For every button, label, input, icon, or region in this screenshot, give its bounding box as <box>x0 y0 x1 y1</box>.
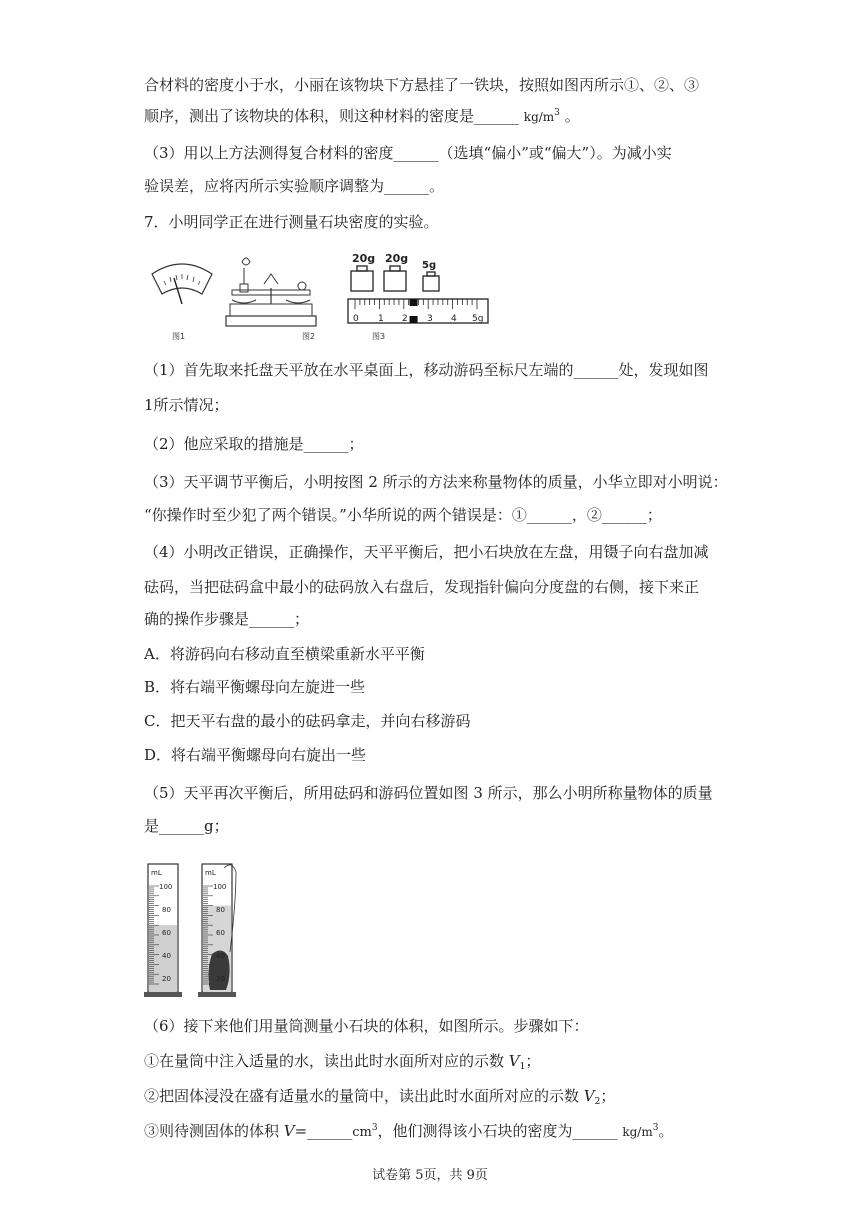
scale-tick-label: 0 <box>353 314 359 324</box>
figure-1-dial <box>152 264 212 341</box>
text-line <box>144 1121 673 1143</box>
unit-exponent: 3 <box>652 1123 659 1133</box>
text-line <box>144 1051 540 1071</box>
text-line: （2）他应采取的措施是______； <box>144 435 364 453</box>
cyl-tick: 60 <box>162 929 171 937</box>
text-line: 1所示情况； <box>144 396 229 414</box>
text-line: （6）接下来他们用量筒测量小石块的体积，如图所示。步骤如下： <box>144 1017 589 1035</box>
weight-label: 20g <box>385 252 409 265</box>
cyl-tick: 100 <box>213 883 227 891</box>
unit-exponent: 3 <box>371 1123 378 1133</box>
cyl-tick: 80 <box>216 906 225 914</box>
cyl-tick: 60 <box>216 929 225 937</box>
slider-rider-bottom <box>410 316 418 323</box>
text-line: （5）天平再次平衡后，所用砝码和游码位置如图 3 所示，那么小明所称量物体的质量 <box>144 784 713 802</box>
option-a: A．将游码向右移动直至横梁重新水平平衡 <box>144 645 425 663</box>
text-segment: =______ <box>294 1122 353 1140</box>
cyl-tick: 80 <box>162 906 171 914</box>
balance-figures <box>144 244 494 344</box>
page-footer: 试卷第 5页，共 9页 <box>372 1168 488 1183</box>
text-segment: 。 <box>564 107 580 125</box>
cyl-tick: 20 <box>216 975 225 983</box>
text-segment: ，他们测得该小石块的密度为______ <box>377 1122 623 1140</box>
subscript: 2 <box>594 1097 601 1107</box>
text-line: “你操作时至少犯了两个错误。”小华所说的两个错误是：①______，②______； <box>144 506 662 524</box>
variable-v: V <box>283 1122 295 1140</box>
weight-label: 5g <box>422 260 437 271</box>
unit-exponent: 3 <box>554 108 560 118</box>
variable-v2 <box>584 1087 595 1105</box>
var: V <box>583 1087 595 1105</box>
option-b: B．将右端平衡螺母向左旋进一些 <box>144 678 366 696</box>
text-segment: ； <box>525 1052 541 1070</box>
unit-text: kg/m <box>523 110 555 124</box>
cylinder-unit: mL <box>205 869 216 877</box>
subscript: 1 <box>519 1062 526 1072</box>
text-line: 合材料的密度小于水，小丽在该物块下方悬挂了一铁块，按照如图丙所示①、②、③ <box>144 76 700 94</box>
cyl-tick: 20 <box>162 975 171 983</box>
cylinder-2 <box>198 864 236 997</box>
text-line: 砝码，当把砝码盒中最小的砝码放入右盘后，发现指针偏向分度盘的右侧，接下来正 <box>144 578 700 596</box>
cyl-tick: 100 <box>159 883 173 891</box>
option-d: D．将右端平衡螺母向右旋出一些 <box>144 746 367 764</box>
figure-2-label: 图2 <box>302 332 316 341</box>
text-line: 验误差，应将丙所示实验顺序调整为______。 <box>144 177 445 195</box>
figure-3-weights-scale <box>348 252 488 341</box>
weight-label: 20g <box>352 252 376 265</box>
figure-3-label: 图3 <box>372 332 386 341</box>
text-line: （4）小明改正错误，正确操作，天平平衡后，把小石块放在左盘，用镊子向右盘加减 <box>144 543 709 561</box>
text-segment: ②把固体浸没在盛有适量水的量筒中，读出此时水面所对应的示数 <box>144 1087 584 1105</box>
text-segment: 顺序，测出了该物块的体积，则这种材料的密度是______ <box>144 107 520 125</box>
slider-rider-top <box>410 299 418 306</box>
scale-tick-label: 4 <box>451 314 457 324</box>
unit <box>622 1125 658 1139</box>
scale-tick-label: 3 <box>427 314 433 324</box>
unit-text: cm <box>352 1125 372 1140</box>
unit <box>352 1125 377 1140</box>
scale-tick-label: 2 <box>402 314 408 324</box>
text-segment: 。 <box>658 1122 674 1140</box>
var: V <box>508 1052 520 1070</box>
cyl-tick: 40 <box>216 952 225 960</box>
cylinder-1 <box>144 864 182 997</box>
text-segment: ③则待测固体的体积 <box>144 1122 284 1140</box>
text-line <box>144 106 580 127</box>
scale-tick-label: 1 <box>378 314 384 324</box>
figure-2-balance <box>226 258 316 341</box>
option-c: C．把天平右盘的最小的砝码拿走，并向右移游码 <box>144 712 471 730</box>
text-line: （3）用以上方法测得复合材料的密度______（选填“偏小”或“偏大”）。为减小实 <box>144 144 672 162</box>
question-7-title: 7．小明同学正在进行测量石块密度的实验。 <box>144 213 439 231</box>
unit <box>524 110 560 124</box>
figure-1-label: 图1 <box>172 332 186 341</box>
text-line <box>144 1086 615 1106</box>
cylinder-unit: mL <box>151 869 162 877</box>
text-line: 是______g； <box>144 817 229 835</box>
scale-tick-label: 5g <box>472 314 484 324</box>
text-line: 确的操作步骤是______； <box>144 610 310 628</box>
cyl-tick: 40 <box>162 952 171 960</box>
text-line: （1）首先取来托盘天平放在水平桌面上，移动游码至标尺左端的______处，发现如图 <box>144 361 709 379</box>
measuring-cylinders <box>144 858 254 1000</box>
variable-v1 <box>509 1052 520 1070</box>
text-segment: ①在量筒中注入适量的水，读出此时水面所对应的示数 <box>144 1052 509 1070</box>
text-segment: ； <box>600 1087 616 1105</box>
text-line: （3）天平调节平衡后，小明按图 2 所示的方法来称量物体的质量，小华立即对小明说： <box>144 473 728 491</box>
unit-text: kg/m <box>622 1125 653 1139</box>
